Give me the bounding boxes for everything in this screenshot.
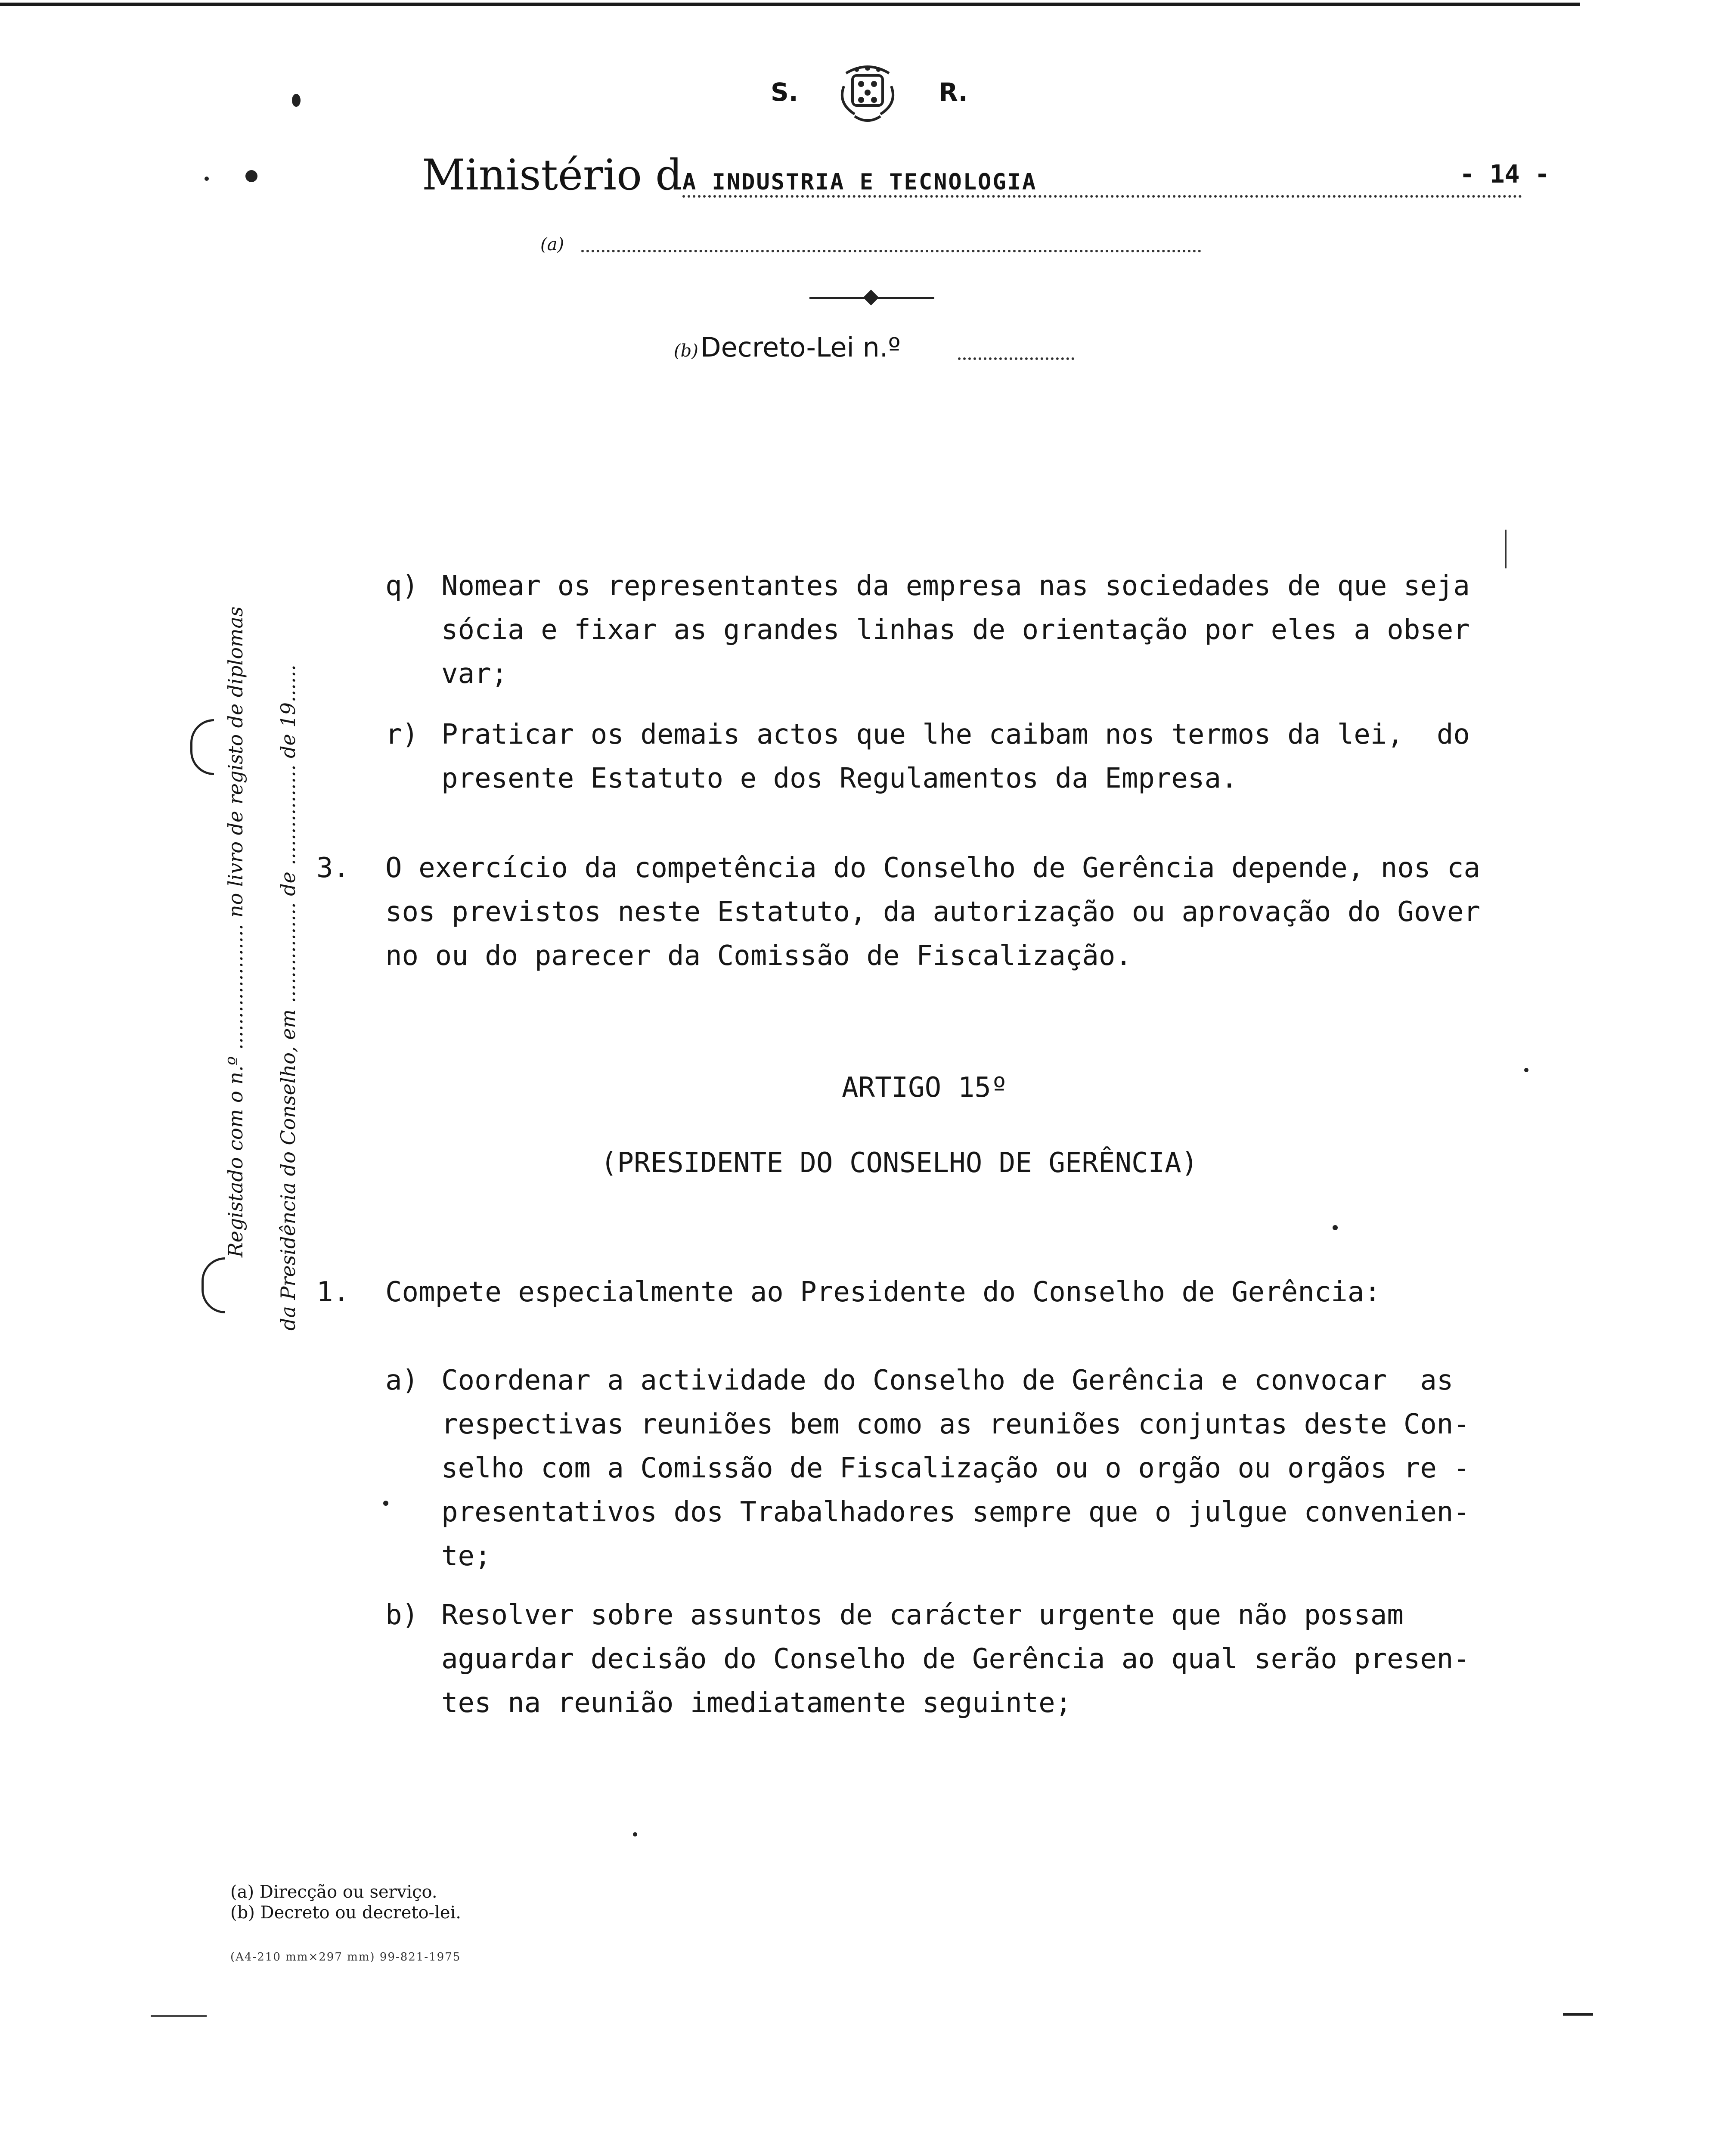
- item-r: [441, 713, 1470, 800]
- footnotes: [230, 1882, 461, 1923]
- scan-speck: [633, 1832, 637, 1837]
- page-number: - 14 -: [1460, 159, 1550, 189]
- item-q-line-2: sócia e fixar as grandes linhas de orientação por eles a obser: [441, 614, 1470, 646]
- item-q: [441, 564, 1470, 696]
- item-r-marker: r): [385, 719, 419, 751]
- line-a-label: (a): [540, 235, 564, 254]
- item-q-line-1: Nomear os representantes da empresa nas sociedades de que seja: [441, 570, 1470, 602]
- scan-speck: [205, 177, 209, 181]
- scan-speck: [245, 170, 257, 182]
- para-3: [385, 846, 1480, 978]
- margin-registado-line: Registado com o n.º .................... no livro de registo de diplomas: [224, 606, 247, 1257]
- item-r-line-1: Praticar os demais actos que lhe caibam nos termos da lei, do: [441, 719, 1470, 751]
- article-title: ARTIGO 15º: [842, 1072, 1008, 1104]
- para-3-line-1: O exercício da competência do Conselho de Gerência depende, nos ca: [385, 852, 1481, 884]
- scan-speck: [292, 94, 301, 107]
- coat-of-arms-icon: [829, 60, 906, 125]
- bottom-left-rule: [151, 2015, 207, 2017]
- para-1-text: Compete especialmente ao Presidente do Conselho de Gerência:: [385, 1276, 1381, 1308]
- item-b-marker: b): [385, 1599, 419, 1631]
- decreto-line: [674, 332, 901, 363]
- para-1-marker: 1.: [316, 1276, 350, 1308]
- top-border-line: [0, 3, 1580, 6]
- margin-presidencia-line: da Presidência do Conselho, em ................ de ................ de 19......: [276, 664, 300, 1331]
- footnote-b: (b) Decreto ou decreto-lei.: [230, 1903, 462, 1923]
- print-code: (A4-210 mm×297 mm) 99-821-1975: [230, 1951, 461, 1964]
- header-r-letter: R.: [939, 78, 968, 107]
- footnote-a: (a) Direcção ou serviço.: [230, 1882, 437, 1902]
- item-b-line-1: Resolver sobre assuntos de carácter urgente que não possam: [441, 1599, 1404, 1631]
- para-3-marker: 3.: [316, 852, 350, 884]
- item-b-line-3: tes na reunião imediatamente seguinte;: [441, 1687, 1072, 1719]
- item-r-line-2: presente Estatuto e dos Regulamentos da Empresa.: [441, 763, 1238, 794]
- ministry-title: [422, 151, 1522, 200]
- item-a: [441, 1359, 1470, 1578]
- scan-speck: [1524, 1068, 1528, 1072]
- item-a-line-2: respectivas reuniões bem como as reuniões conjuntas deste Con-: [441, 1408, 1470, 1440]
- item-a-marker: a): [385, 1365, 419, 1396]
- item-b-line-2: aguardar decisão do Conselho de Gerência ao qual serão presen-: [441, 1643, 1470, 1675]
- ministry-prefix: Ministério d: [422, 151, 682, 200]
- scan-mark: [1505, 530, 1507, 568]
- item-a-line-1: Coordenar a actividade do Conselho de Gerência e convocar as: [441, 1365, 1454, 1396]
- para-3-line-3: no ou do parecer da Comissão de Fiscalização.: [385, 940, 1132, 972]
- item-a-line-5: te;: [441, 1540, 491, 1572]
- scan-speck: [1333, 1225, 1338, 1230]
- decreto-label: Decreto-Lei n.º: [700, 332, 901, 363]
- ornament-diamond: [863, 290, 879, 306]
- header-s-letter: S.: [771, 78, 798, 107]
- ministry-name-text: A INDUSTRIA E TECNOLOGIA: [682, 169, 1037, 195]
- item-q-line-3: var;: [441, 658, 508, 690]
- line-a-dotted: [581, 250, 1201, 252]
- item-a-line-3: selho com a Comissão de Fiscalização ou o orgão ou orgãos re -: [441, 1452, 1470, 1484]
- ministry-name: [682, 169, 1522, 198]
- article-subtitle: (PRESIDENTE DO CONSELHO DE GERÊNCIA): [601, 1147, 1198, 1179]
- margin-bracket-bottom: [202, 1257, 225, 1313]
- line-b-label: (b): [674, 341, 698, 361]
- para-3-line-2: sos previstos neste Estatuto, da autorização ou aprovação do Gover: [385, 896, 1481, 928]
- bottom-right-rule: [1563, 2013, 1593, 2016]
- item-a-line-4: presentativos dos Trabalhadores sempre que o julgue convenien-: [441, 1496, 1470, 1528]
- margin-bracket-top: [190, 719, 214, 775]
- scan-speck: [383, 1501, 388, 1506]
- item-q-marker: q): [385, 570, 419, 602]
- decreto-dotted: [958, 357, 1074, 360]
- item-b: [441, 1593, 1470, 1725]
